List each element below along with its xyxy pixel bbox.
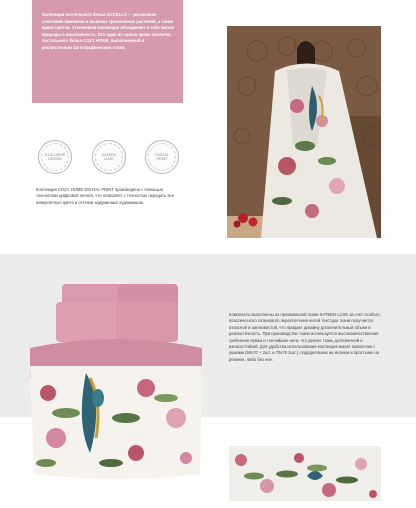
bedding-set-render [26,278,206,490]
badge-line: DESIGN [48,157,62,161]
badge-line: EXCLUSIVE [44,152,66,157]
intro-text: Коллекция постельного белья UCCELLO — роскошное сочетание павлинов и пышных тропических растений, а также ярких цветов. Утонченная коллекция объединяет в себе магию природы и изысканность. Это один из самых ярких проектов постельного белья COZY HOME, выполненный в реалистичном фотографическом стиле. [42,12,175,50]
badge-line: SATEEN [101,152,117,157]
bedding-illustration [26,278,206,490]
sateen-luxe-paragraph: Комплекты выполнены из премиальной ткани SATEEN LUXE за счет особого, классического сатинового переплетения нитей текстура ткани получается атласной и шелковистой, что придает дизайну дополнительный объем и реалистичность. При производстве ткани используется высококачественная гребенная пряжа и тончайшие нити, что делает ткань долговечной и износостойкой. Для удобства использования коллекция имеет наволочки с ушками (50x70 + 2шт. и 70x70 2шт.), пододеяльник на молнии и простыню на резинке, либо без нее. [229,312,381,362]
intro-card [32,0,183,103]
model-in-duvet-illustration [227,26,381,238]
fabric-print-illustration [229,446,381,501]
fabric-print-swatch [229,446,381,501]
exclusive-design-badge [38,140,72,174]
digital-print-paragraph: Коллекция COZY HOME DIGITAL PRINT произведена с помощью технологии цифровой печати, что позволяет с точностью передать все невероятные цвета и оттенки задуманных художником. [36,187,175,205]
sateen-luxe-badge [92,140,126,174]
hero-photo [227,26,381,238]
badge-line: LUXE [104,157,114,161]
digital-print-badge [145,140,179,174]
badge-line: DIGITAL [155,152,169,157]
badge-line: PRINT [156,157,168,161]
